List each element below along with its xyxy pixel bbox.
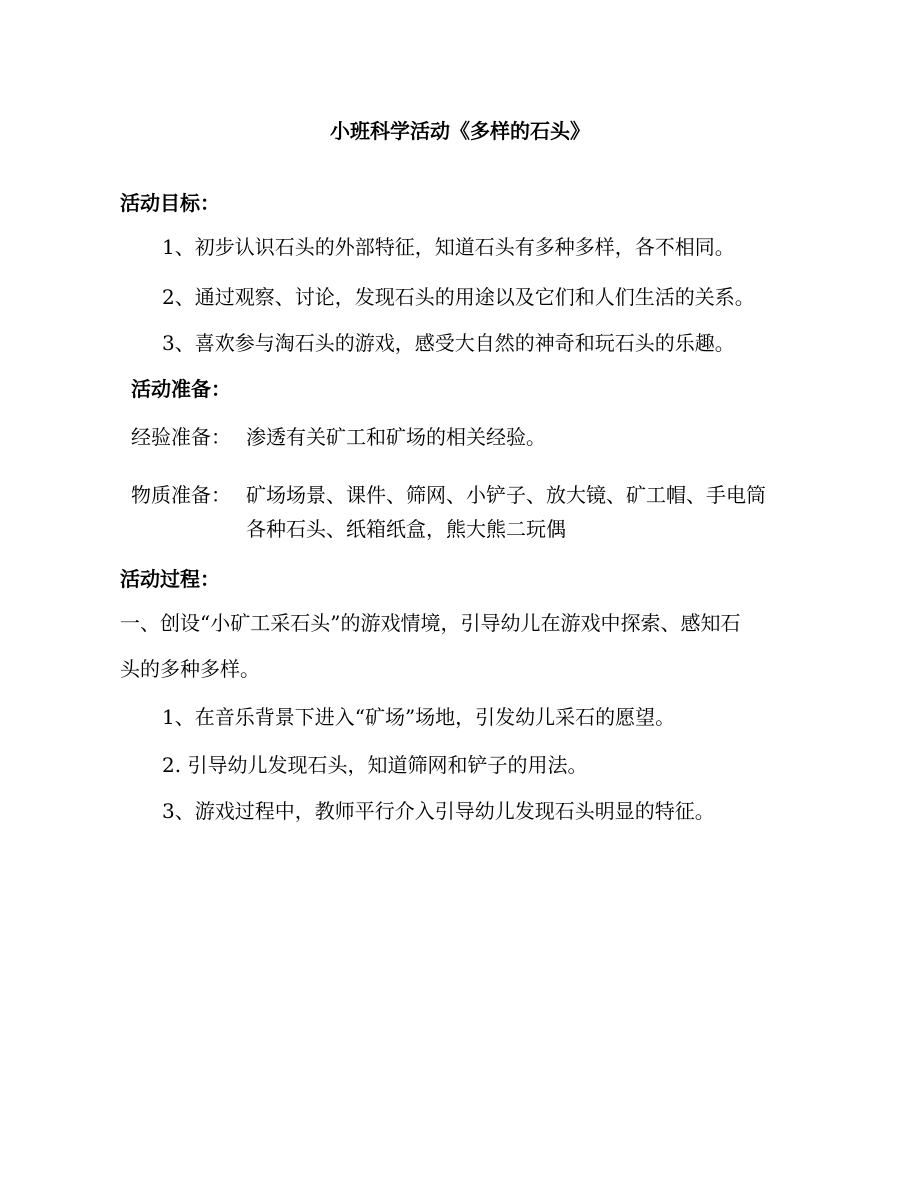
experience-label: 经验准备：: [131, 425, 231, 449]
material-text-line-2: 各种石头、纸箱纸盒，熊大熊二玩偶: [246, 517, 566, 541]
goal-item-3: 3、喜欢参与淘石头的游戏，感受大自然的神奇和玩石头的乐趣。: [162, 331, 735, 355]
experience-text: 渗透有关矿工和矿场的相关经验。: [246, 425, 546, 449]
material-label: 物质准备：: [131, 483, 231, 507]
goals-heading: 活动目标：: [120, 191, 220, 215]
process-step-3: 3、游戏过程中，教师平行介入引导幼儿发现石头明显的特征。: [162, 799, 715, 823]
process-section-1-line-2: 头的多种多样。: [120, 657, 260, 681]
page-title: 小班科学活动《多样的石头》: [330, 119, 590, 143]
process-heading: 活动过程：: [120, 567, 220, 591]
process-step-2: 2. 引导幼儿发现石头，知道筛网和铲子的用法。: [162, 753, 588, 777]
preparation-heading: 活动准备：: [131, 377, 231, 401]
process-section-1-line-1: 一、创设“小矿工采石头”的游戏情境，引导幼儿在游戏中探索、感知石: [120, 611, 741, 635]
goal-item-2: 2、通过观察、讨论，发现石头的用途以及它们和人们生活的关系。: [162, 285, 755, 309]
material-text-line-1: 矿场场景、课件、筛网、小铲子、放大镜、矿工帽、手电筒: [246, 483, 766, 507]
goal-item-1: 1、初步认识石头的外部特征，知道石头有多种多样，各不相同。: [162, 235, 735, 259]
process-step-1: 1、在音乐背景下进入“矿场”场地，引发幼儿采石的愿望。: [162, 705, 676, 729]
